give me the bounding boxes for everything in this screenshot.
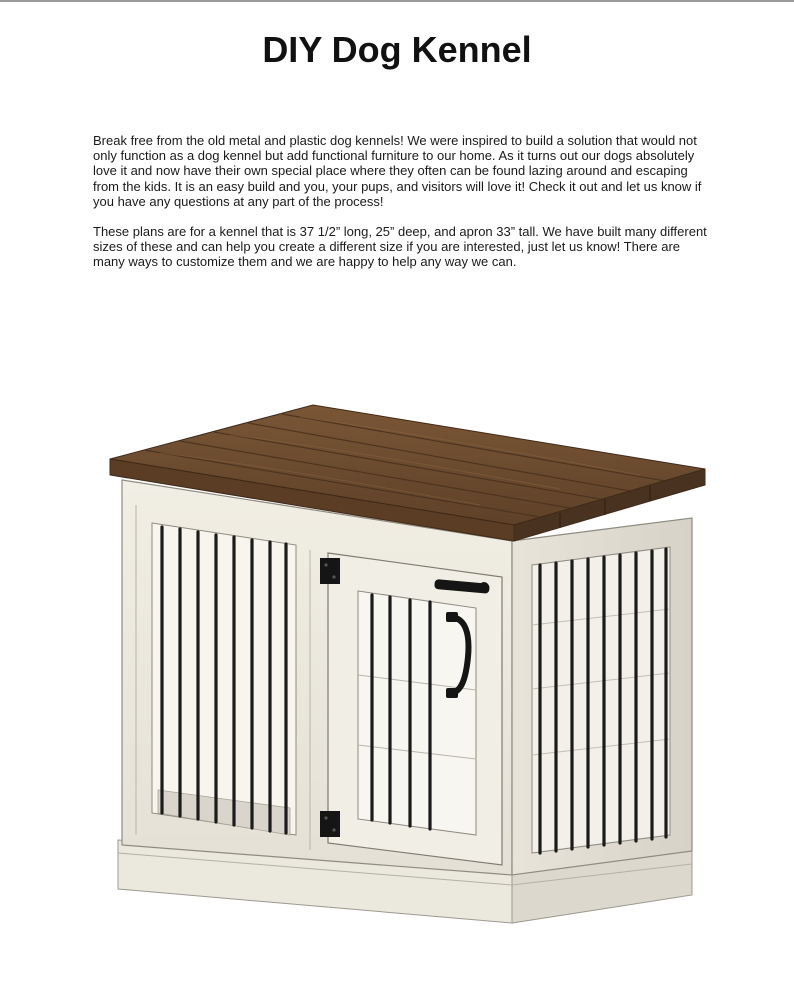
kennel-illustration — [100, 395, 710, 935]
intro-text — [93, 133, 713, 285]
kennel-door — [328, 553, 502, 865]
intro-paragraph-1: Break free from the old metal and plastic dog kennels! We were inspired to build a solution that would not only function as a dog kennel but add functional furniture to our home. As it turns out our dogs absolutely love it and now have their own special place where they often can be found lazing around and escaping from the kids. It is an easy build and you, your pups, and visitors will love it! Check it out and let us know if you have any questions at any part of the process! — [93, 133, 702, 209]
top-hinge-icon — [320, 558, 340, 584]
bottom-hinge-icon — [320, 811, 340, 837]
intro-paragraph-2: These plans are for a kennel that is 37 1/2” long, 25” deep, and apron 33” tall. We have built many different sizes of these and can help you create a different size if you are interested, just let us know! There are many ways to customize them and we are happy to help any way we can. — [93, 224, 707, 270]
page-title: DIY Dog Kennel — [262, 29, 532, 70]
kennel-rendering — [100, 395, 710, 935]
top-rule — [0, 0, 794, 2]
